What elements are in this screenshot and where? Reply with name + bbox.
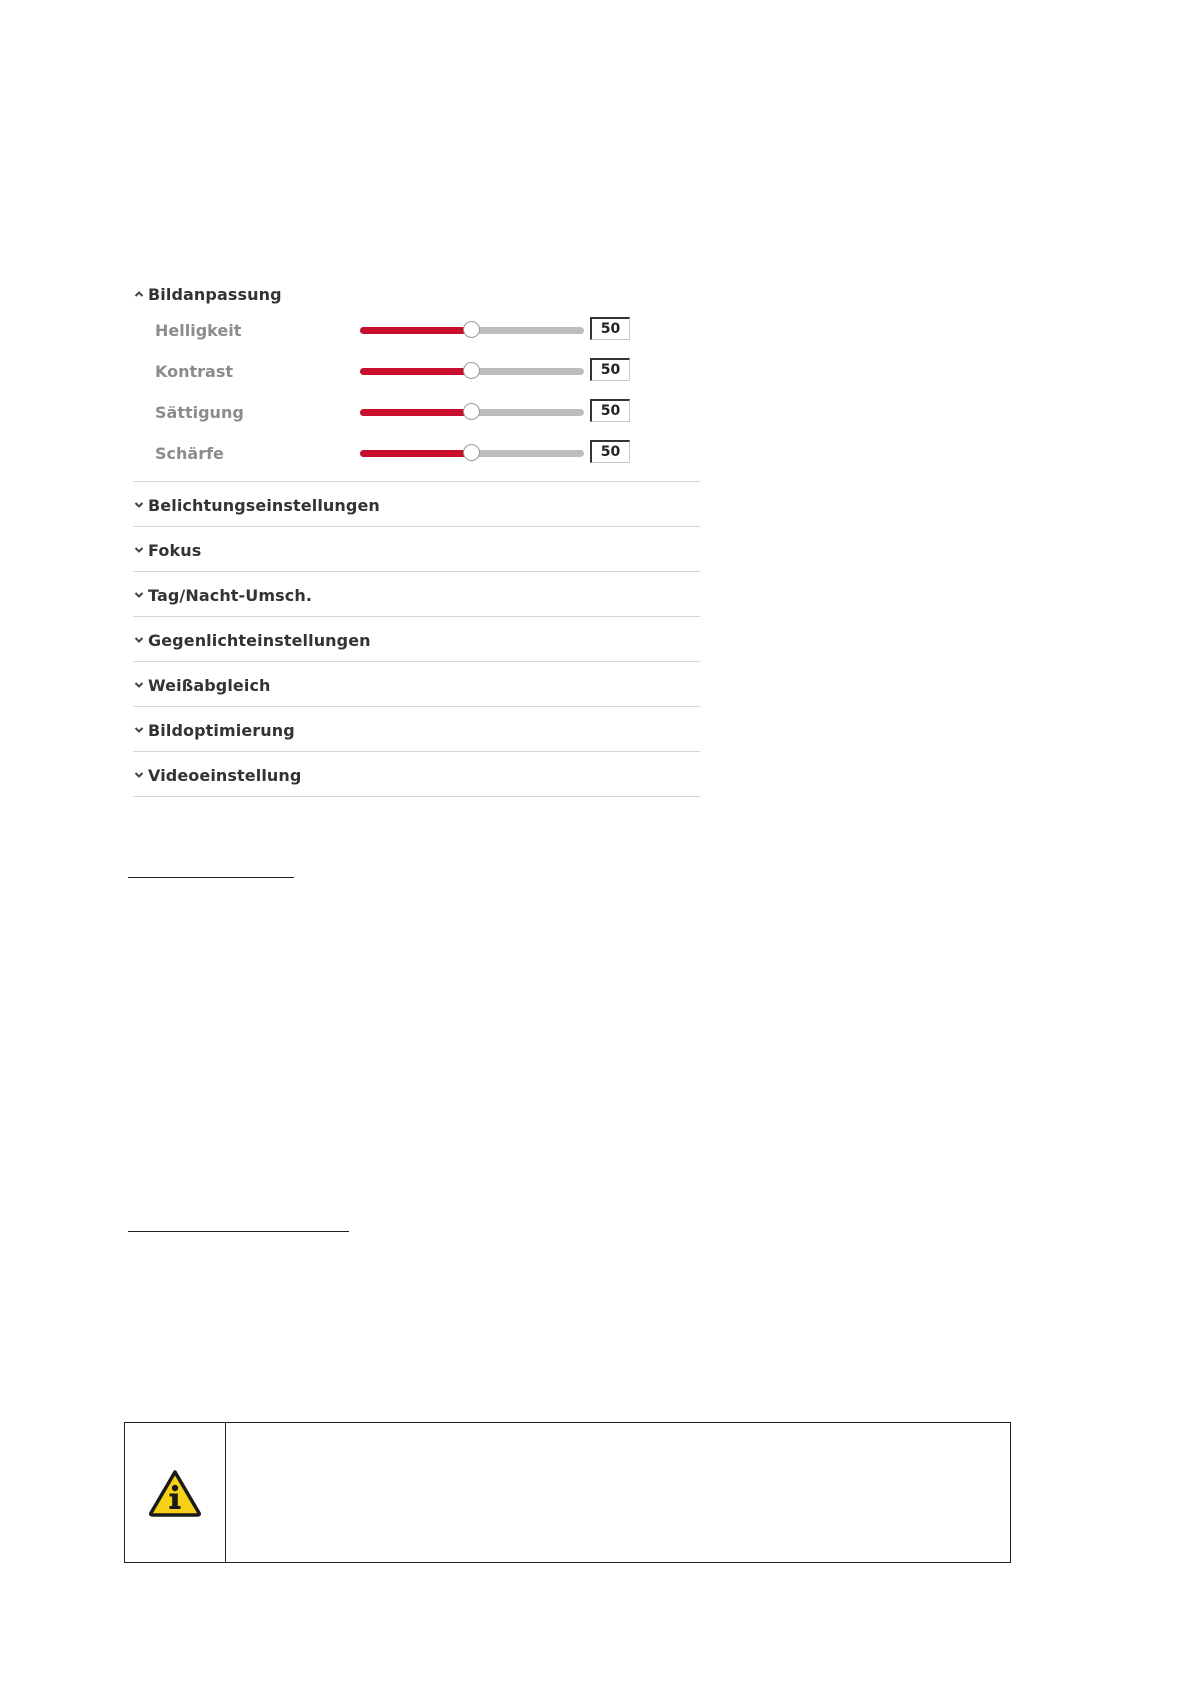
slider-fill bbox=[360, 327, 472, 334]
section-title: Bildanpassung bbox=[148, 284, 282, 304]
section-title: Tag/Nacht-Umsch. bbox=[148, 585, 313, 605]
chevron-down-icon bbox=[133, 679, 145, 691]
note-icon-cell bbox=[125, 1423, 226, 1562]
slider-fill bbox=[360, 450, 472, 457]
section-header-bildanpassung[interactable] bbox=[133, 278, 700, 310]
section-title: Bildoptimierung bbox=[148, 720, 295, 740]
slider-row-saettigung bbox=[133, 393, 700, 434]
section-header-videoeinstellung[interactable] bbox=[133, 752, 700, 797]
collapsed-section-list bbox=[133, 482, 700, 797]
saettigung-value-input[interactable] bbox=[590, 399, 630, 422]
kontrast-slider[interactable] bbox=[360, 368, 584, 375]
slider-fill bbox=[360, 368, 472, 375]
heading-underline bbox=[128, 1231, 349, 1232]
warning-info-icon bbox=[148, 1469, 202, 1517]
chevron-down-icon bbox=[133, 589, 145, 601]
slider-row-helligkeit bbox=[133, 311, 700, 352]
section-header-fokus[interactable] bbox=[133, 527, 700, 572]
chevron-down-icon bbox=[133, 499, 145, 511]
helligkeit-value-input[interactable] bbox=[590, 317, 630, 340]
section-title: Fokus bbox=[148, 540, 202, 560]
helligkeit-slider[interactable] bbox=[360, 327, 584, 334]
chevron-down-icon bbox=[133, 634, 145, 646]
kontrast-value-input[interactable] bbox=[590, 358, 630, 381]
section-title: Videoeinstellung bbox=[148, 765, 302, 785]
slider-thumb[interactable] bbox=[463, 362, 480, 379]
slider-thumb[interactable] bbox=[463, 321, 480, 338]
slider-row-kontrast bbox=[133, 352, 700, 393]
slider-fill bbox=[360, 409, 472, 416]
saettigung-slider[interactable] bbox=[360, 409, 584, 416]
note-text-cell bbox=[226, 1423, 1010, 1562]
slider-list bbox=[133, 310, 700, 482]
image-settings-panel bbox=[133, 278, 700, 797]
section-header-tag-nacht-umsch[interactable] bbox=[133, 572, 700, 617]
slider-label: Schärfe bbox=[155, 444, 224, 463]
slider-thumb[interactable] bbox=[463, 403, 480, 420]
schaerfe-slider[interactable] bbox=[360, 450, 584, 457]
chevron-down-icon bbox=[133, 544, 145, 556]
section-title: Gegenlichteinstellungen bbox=[148, 630, 371, 650]
chevron-up-icon bbox=[133, 288, 145, 300]
section-header-gegenlichteinstellungen[interactable] bbox=[133, 617, 700, 662]
slider-label: Sättigung bbox=[155, 403, 244, 422]
note-box bbox=[124, 1422, 1011, 1563]
chevron-down-icon bbox=[133, 769, 145, 781]
section-header-weissabgleich[interactable] bbox=[133, 662, 700, 707]
section-header-belichtungseinstellungen[interactable] bbox=[133, 482, 700, 527]
schaerfe-value-input[interactable] bbox=[590, 440, 630, 463]
slider-label: Kontrast bbox=[155, 362, 234, 381]
slider-label: Helligkeit bbox=[155, 321, 242, 340]
chevron-down-icon bbox=[133, 724, 145, 736]
heading-underline bbox=[128, 877, 294, 878]
section-title: Weißabgleich bbox=[148, 675, 271, 695]
section-title: Belichtungseinstellungen bbox=[148, 495, 380, 515]
slider-row-schaerfe bbox=[133, 434, 700, 475]
slider-thumb[interactable] bbox=[463, 444, 480, 461]
section-header-bildoptimierung[interactable] bbox=[133, 707, 700, 752]
